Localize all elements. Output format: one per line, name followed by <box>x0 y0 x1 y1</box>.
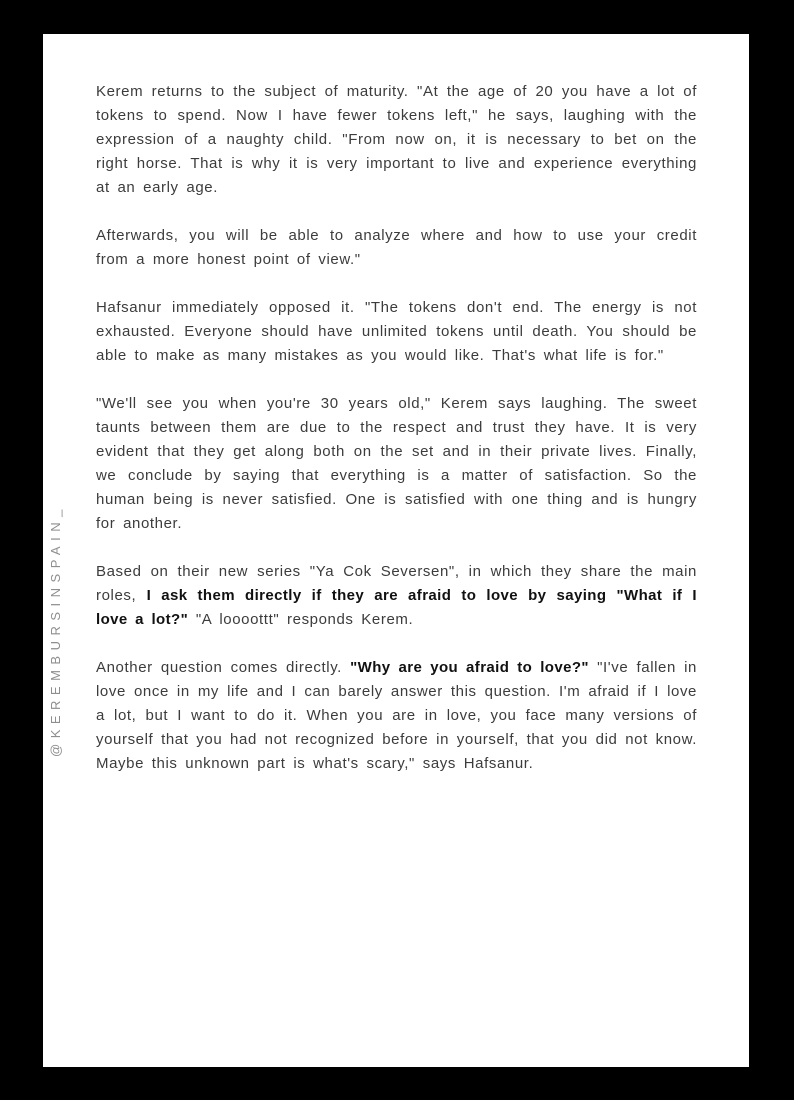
paragraph <box>96 392 697 536</box>
instagram-handle-watermark: @KEREMBURSINSPAIN_ <box>48 504 63 757</box>
paper-page <box>43 34 749 1067</box>
text-segment: Afterwards, you will be able to analyze where and how to use your credit from a more honest point of view." <box>96 227 697 268</box>
paragraph <box>96 224 697 272</box>
text-segment: Based on their new series "Ya Cok Seversen", in which they share the main roles, <box>96 563 697 604</box>
paragraph <box>96 656 697 776</box>
text-segment: "I've fallen in love once in my life and I can barely answer this question. I'm afraid if I love a lot, but I want to do it. When you are in love, you face many versions of yourself that you had not recognized before in yourself, that you did not know. Maybe this unknown part is what's scary," says Hafsanur. <box>96 659 698 772</box>
text-segment: Hafsanur immediately opposed it. "The tokens don't end. The energy is not exhausted. Everyone should have unlimited tokens until death. You should be able to make as many mistakes as you would like. That's what life is for." <box>96 299 697 364</box>
bold-text-segment: I ask them directly if they are afraid to love by saying "What if I love a lot?" <box>96 587 697 628</box>
bold-text-segment: "Why are you afraid to love?" <box>350 659 589 676</box>
text-segment: "A loooottt" responds Kerem. <box>188 611 414 628</box>
text-segment: Kerem returns to the subject of maturity. "At the age of 20 you have a lot of tokens to spend. Now I have fewer tokens left," he says, laughing with the expression of a naughty child. "From now on, it is necessary to bet on the right horse. That is why it is very important to live and experience everything at an early age. <box>96 83 697 196</box>
text-segment: "We'll see you when you're 30 years old," Kerem says laughing. The sweet taunts between them are due to the respect and trust they have. It is very evident that they get along both on the set and in their private lives. Finally, we conclude by saying that everything is a matter of satisfaction. So the human being is never satisfied. One is satisfied with one thing and is hungry for another. <box>96 395 697 532</box>
paragraph <box>96 296 697 368</box>
paragraph <box>96 80 697 200</box>
text-segment: Another question comes directly. <box>96 659 351 676</box>
paragraph <box>96 560 697 632</box>
article-body <box>96 80 697 800</box>
